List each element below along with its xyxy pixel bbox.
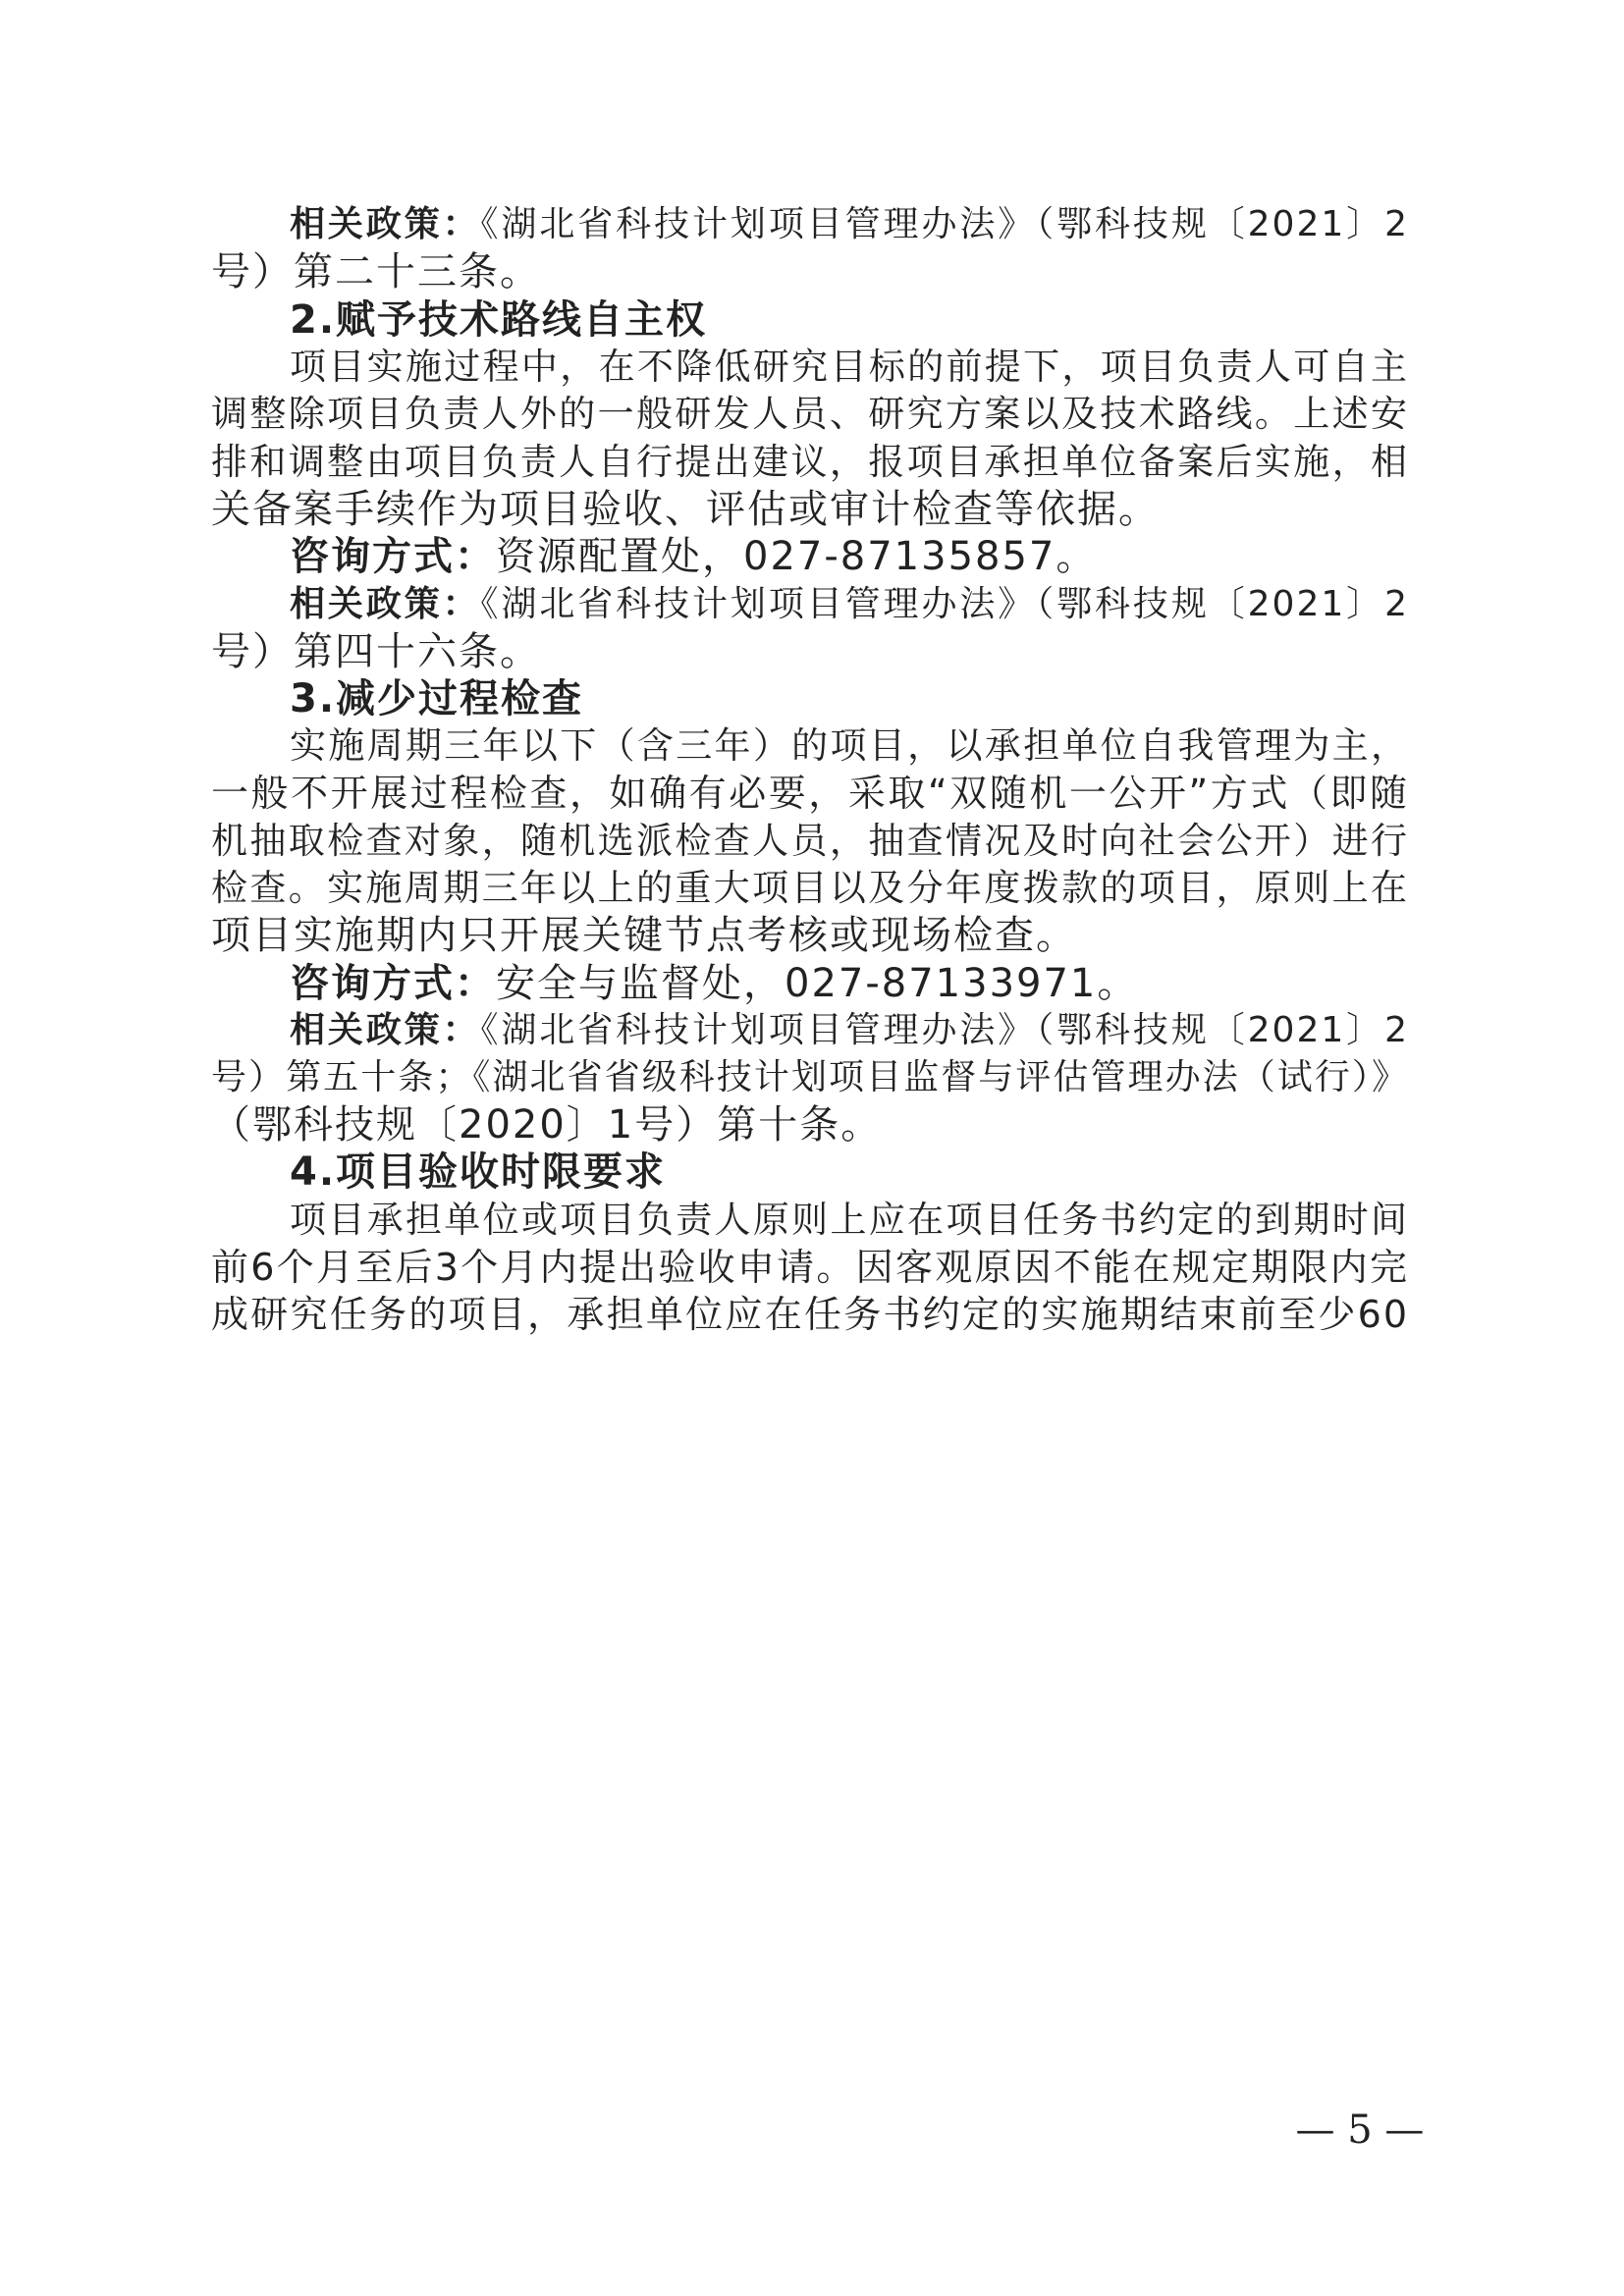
paragraph-line: 一般不开展过程检查，如确有必要，采取“双随机一公开”方式（即随 — [211, 772, 1409, 815]
contact-label: 咨询方式： — [290, 534, 496, 579]
paragraph-line: 号）第二十三条。 — [211, 249, 541, 294]
paragraph-line: 项目实施期内只开展关键节点考核或现场检查。 — [211, 913, 1077, 958]
paragraph-line: 机抽取检查对象，随机选派检查人员，抽查情况及时向社会公开）进行 — [211, 820, 1409, 862]
paragraph-line: 成研究任务的项目，承担单位应在任务书约定的实施期结束前至少60 — [211, 1293, 1409, 1336]
policy-label: 相关政策： — [290, 584, 481, 624]
paragraph-line: 前6个月至后3个月内提出验收申请。因客观原因不能在规定期限内完 — [211, 1246, 1409, 1289]
paragraph-line: 实施周期三年以下（含三年）的项目，以承担单位自我管理为主， — [290, 724, 1409, 767]
paragraph-line: 关备案手续作为项目验收、评估或审计检查等依据。 — [211, 487, 1160, 532]
paragraph-line: 项目承担单位或项目负责人原则上应在项目任务书约定的到期时间 — [290, 1199, 1409, 1241]
policy-label: 相关政策： — [290, 204, 481, 244]
paragraph-line: 调整除项目负责人外的一般研发人员、研究方案以及技术路线。上述安 — [211, 393, 1409, 435]
paragraph-line: 检查。实施周期三年以上的重大项目以及分年度拨款的项目，原则上在 — [211, 867, 1409, 909]
contact-text: 安全与监督处，027-87133971。 — [496, 961, 1139, 1006]
paragraph-line: （鄂科技规〔2020〕1号）第十条。 — [211, 1102, 883, 1148]
page-number: — 5 — — [1295, 2108, 1425, 2153]
section-heading: 3.减少过程检查 — [290, 676, 584, 721]
section-heading: 4.项目验收时限要求 — [290, 1149, 667, 1195]
contact-text: 资源配置处，027-87135857。 — [496, 534, 1098, 579]
policy-label: 相关政策： — [290, 1010, 481, 1050]
paragraph-line: 号）第四十六条。 — [211, 629, 541, 674]
policy-text: 《湖北省科技计划项目管理办法》（鄂科技规〔2021〕2 — [480, 584, 1409, 624]
policy-text: 《湖北省科技计划项目管理办法》（鄂科技规〔2021〕2 — [480, 204, 1409, 244]
contact-label: 咨询方式： — [290, 961, 496, 1006]
policy-text: 《湖北省科技计划项目管理办法》（鄂科技规〔2021〕2 — [480, 1010, 1409, 1050]
paragraph-line: 排和调整由项目负责人自行提出建议，报项目承担单位备案后实施，相 — [211, 441, 1409, 483]
paragraph-line: 项目实施过程中，在不降低研究目标的前提下，项目负责人可自主 — [290, 346, 1409, 388]
paragraph-line: 号）第五十条；《湖北省省级科技计划项目监督与评估管理办法（试行）》 — [211, 1057, 1409, 1097]
section-heading: 2.赋予技术路线自主权 — [290, 297, 708, 343]
